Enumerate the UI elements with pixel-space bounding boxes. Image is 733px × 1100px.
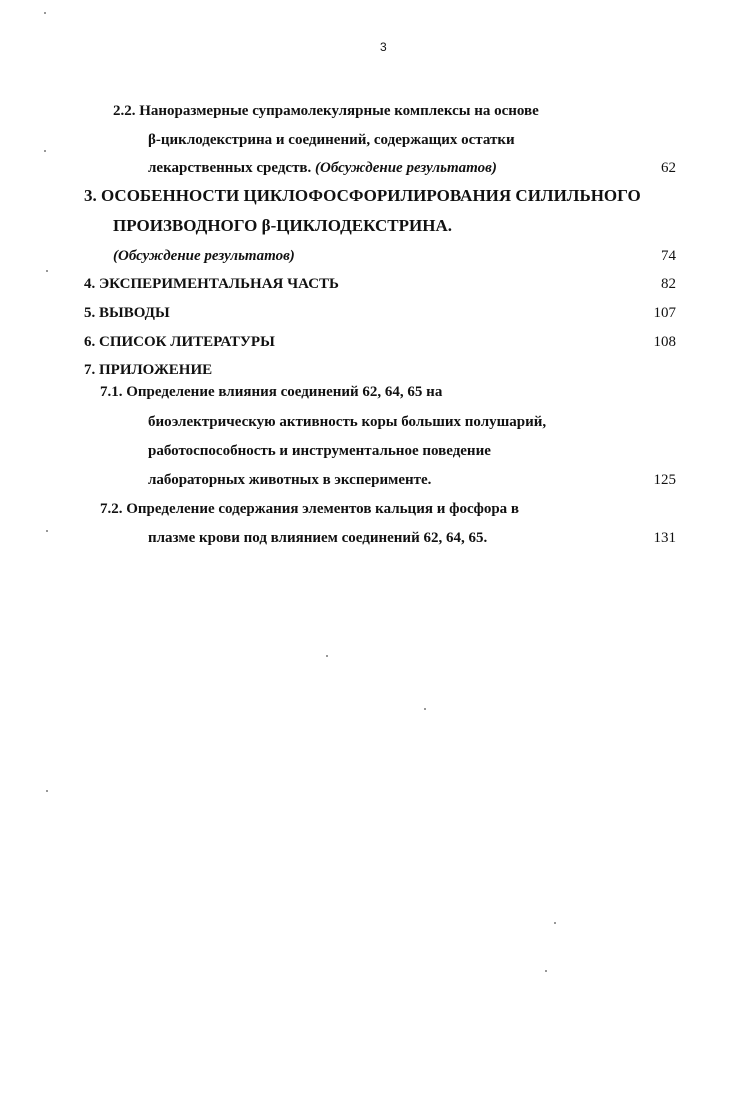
scan-speck bbox=[545, 970, 547, 972]
toc-7-1-line-3: работоспособность и инструментальное поведение bbox=[148, 443, 491, 459]
toc-7-1-page: 125 bbox=[653, 472, 676, 488]
scan-speck bbox=[44, 150, 46, 152]
toc-6-title: 6. СПИСОК ЛИТЕРАТУРЫ bbox=[84, 334, 275, 350]
scan-speck bbox=[554, 922, 556, 924]
toc-2-2-line-1: 2.2. Наноразмерные супрамолекулярные комплексы на основе bbox=[113, 103, 539, 119]
scan-speck bbox=[46, 790, 48, 792]
toc-2-2-page: 62 bbox=[661, 160, 676, 176]
toc-2-2-line-3-italic: (Обсуждение результатов) bbox=[315, 160, 497, 176]
scan-speck bbox=[46, 530, 48, 532]
page-number: 3 bbox=[380, 40, 387, 54]
toc-7-2-line-2: плазме крови под влиянием соединений 62, 64, 65. bbox=[148, 530, 488, 546]
toc-3-line-1: 3. ОСОБЕННОСТИ ЦИКЛОФОСФОРИЛИРОВАНИЯ СИЛИЛЬНОГО bbox=[84, 186, 641, 205]
toc-7-1-line-2: биоэлектрическую активность коры больших полушарий, bbox=[148, 414, 547, 430]
toc-5-title: 5. ВЫВОДЫ bbox=[84, 305, 170, 321]
toc-7-1-line-1: 7.1. Определение влияния соединений 62, 64, 65 на bbox=[100, 384, 443, 400]
scan-speck bbox=[44, 12, 46, 14]
scan-speck bbox=[424, 708, 426, 710]
toc-7-1-line-4: лабораторных животных в эксперименте. bbox=[148, 472, 432, 488]
toc-2-2-line-2: β-циклодекстрина и соединений, содержащих остатки bbox=[148, 132, 515, 148]
toc-3-line-3: (Обсуждение результатов) bbox=[113, 248, 295, 264]
toc-7-title: 7. ПРИЛОЖЕНИЕ bbox=[84, 362, 213, 378]
toc-4-page: 82 bbox=[661, 276, 676, 292]
scan-speck bbox=[46, 270, 48, 272]
toc-6-page: 108 bbox=[653, 334, 676, 350]
toc-4-title: 4. ЭКСПЕРИМЕНТАЛЬНАЯ ЧАСТЬ bbox=[84, 276, 339, 292]
toc-5-page: 107 bbox=[653, 305, 676, 321]
toc-2-2-line-3 bbox=[148, 158, 497, 178]
toc-2-2-line-3-text: лекарственных средств. bbox=[148, 160, 312, 176]
toc-7-2-line-1: 7.2. Определение содержания элементов кальция и фосфора в bbox=[100, 501, 520, 517]
toc-7-2-page: 131 bbox=[653, 530, 676, 546]
scan-speck bbox=[326, 655, 328, 657]
toc-3-line-2: ПРОИЗВОДНОГО β-ЦИКЛОДЕКСТРИНА. bbox=[113, 216, 452, 235]
toc-3-page: 74 bbox=[661, 248, 676, 264]
